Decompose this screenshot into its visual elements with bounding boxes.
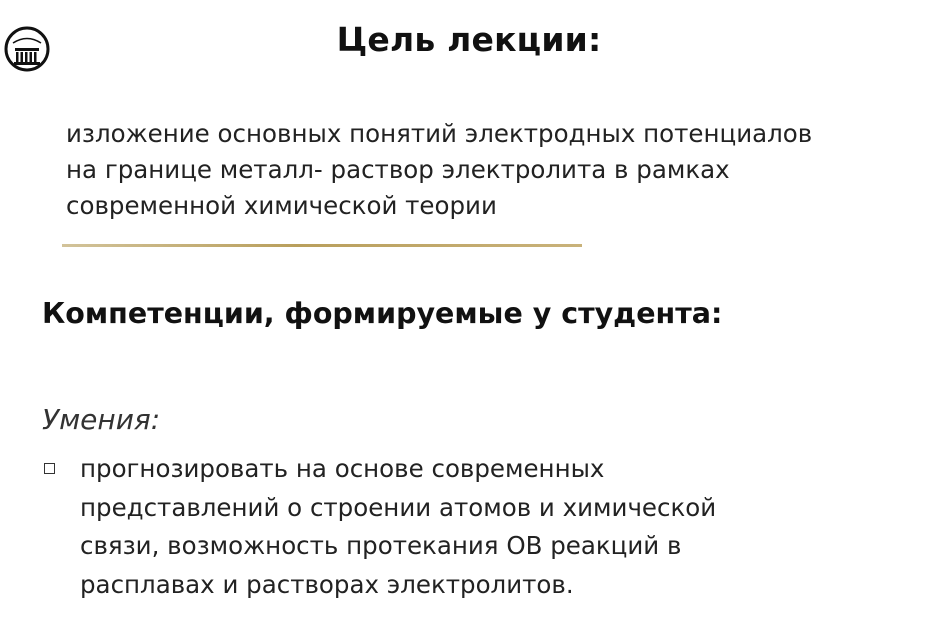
lecture-goal-text bbox=[66, 116, 926, 224]
goal-line: современной химической теории bbox=[66, 191, 497, 220]
skill-line: представлений о строении атомов и химической bbox=[80, 492, 717, 522]
skill-line: связи, возможность протекания ОВ реакций в bbox=[80, 531, 682, 560]
lecture-goal-title: Цель лекции: bbox=[336, 20, 602, 59]
square-bullet-icon bbox=[44, 463, 55, 474]
skill-line: расплавах и растворах электролитов. bbox=[80, 569, 574, 599]
competencies-heading: Компетенции, формируемые у студента: bbox=[42, 297, 723, 330]
skill-item-text bbox=[80, 450, 840, 604]
section-divider bbox=[62, 244, 582, 247]
goal-line: на границе металл- раствор электролита в рамках bbox=[66, 155, 730, 184]
goal-line: изложение основных понятий электродных потенциалов bbox=[66, 119, 813, 148]
skills-heading: Умения: bbox=[42, 403, 161, 436]
skill-line: прогнозировать на основе современных bbox=[80, 454, 605, 483]
